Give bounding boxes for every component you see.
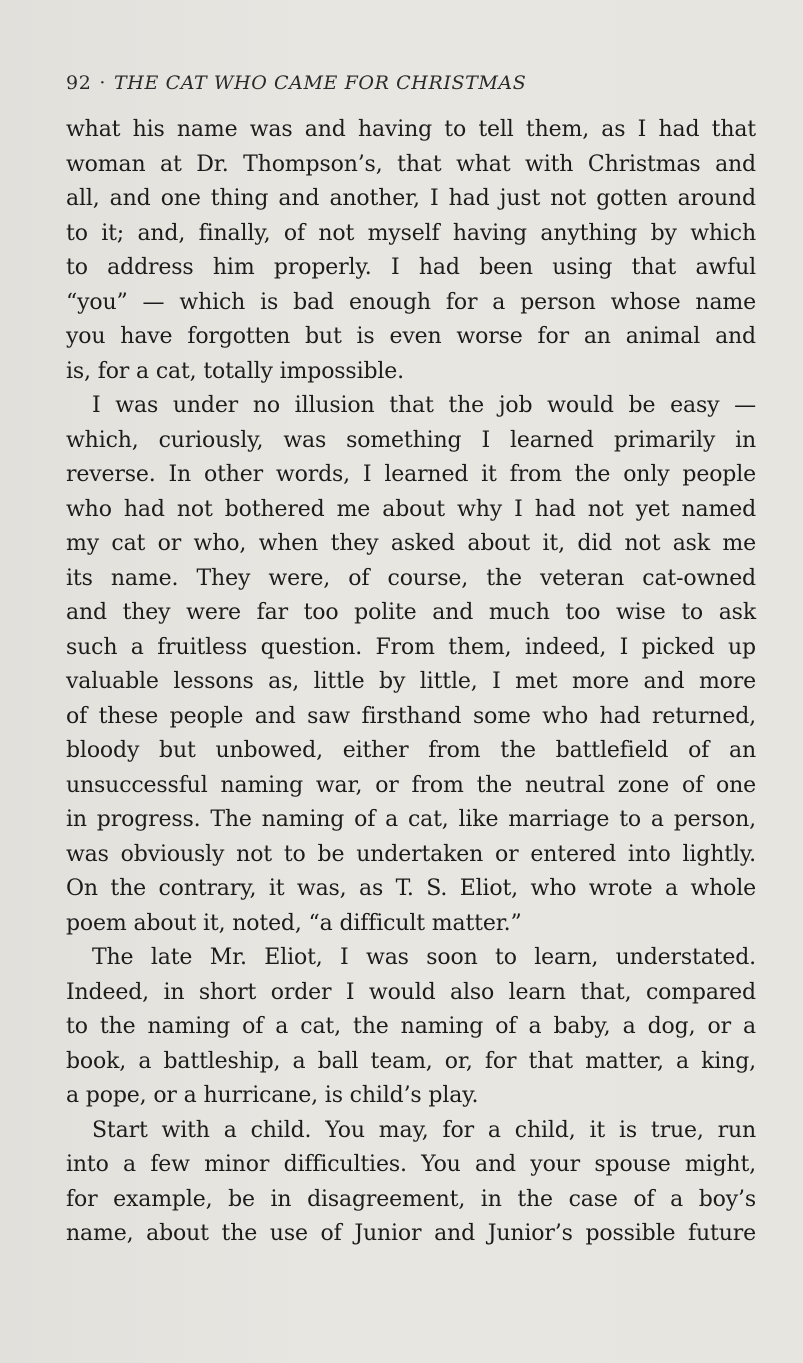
text-line: Indeed, in short order I would also learn that, compared	[66, 979, 756, 1005]
text-line: its name. They were, of course, the veteran cat-owned	[66, 565, 756, 591]
text-line: into a few minor difficulties. You and your spouse might,	[66, 1152, 756, 1177]
text-line-paragraph-end: a pope, or a hurricane, is child’s play.	[66, 1083, 479, 1108]
text-line: you have forgotten but is even worse for an animal and	[66, 324, 756, 349]
book-title: THE CAT WHO CAME FOR CHRISTMAS	[114, 72, 527, 94]
text-line: On the contrary, it was, as T. S. Eliot, who wrote a whole	[66, 876, 756, 901]
text-line: to address him properly. I had been using that awful	[66, 255, 756, 280]
text-line: reverse. In other words, I learned it from the only people	[66, 462, 756, 487]
text-line: such a fruitless question. From them, indeed, I picked up	[66, 634, 756, 660]
running-header	[66, 72, 526, 94]
text-line-paragraph-end: is, for a cat, totally impossible.	[66, 358, 404, 384]
text-line: to the naming of a cat, the naming of a baby, a dog, or a	[66, 1014, 756, 1039]
text-line: bloody but unbowed, either from the battlefield of an	[66, 738, 756, 763]
body-text	[66, 113, 756, 1252]
header-separator: ·	[99, 72, 107, 94]
page-number: 92	[66, 72, 92, 94]
text-line: was obviously not to be undertaken or entered into lightly.	[66, 841, 756, 867]
text-line: woman at Dr. Thompson’s, that what with Christmas and	[66, 151, 756, 177]
text-line: and they were far too polite and much too wise to ask	[66, 600, 756, 625]
text-line: for example, be in disagreement, in the case of a boy’s	[66, 1186, 756, 1212]
text-line: what his name was and having to tell them, as I had that	[66, 117, 756, 142]
text-line: unsuccessful naming war, or from the neutral zone of one	[66, 772, 756, 798]
text-line: valuable lessons as, little by little, I met more and more	[66, 669, 756, 694]
text-line-paragraph-start: The late Mr. Eliot, I was soon to learn, understated.	[92, 945, 756, 970]
text-line: who had not bothered me about why I had not yet named	[66, 496, 756, 522]
text-line: of these people and saw firsthand some who had returned,	[66, 703, 756, 729]
text-line: which, curiously, was something I learned primarily in	[66, 427, 756, 453]
text-line: “you” — which is bad enough for a person whose name	[66, 289, 756, 315]
text-line-paragraph-start: Start with a child. You may, for a child, it is true, run	[92, 1117, 756, 1143]
text-line: book, a battleship, a ball team, or, for that matter, a king,	[66, 1048, 756, 1074]
text-line: in progress. The naming of a cat, like marriage to a person,	[66, 807, 756, 832]
text-line-paragraph-end: poem about it, noted, “a difficult matter.”	[66, 910, 522, 936]
text-line: my cat or who, when they asked about it, did not ask me	[66, 531, 756, 556]
text-line-paragraph-start: I was under no illusion that the job would be easy —	[92, 393, 756, 418]
text-line: name, about the use of Junior and Junior’s possible future	[66, 1221, 756, 1246]
text-line: all, and one thing and another, I had just not gotten around	[66, 186, 756, 211]
text-line: to it; and, finally, of not myself having anything by which	[66, 220, 756, 246]
